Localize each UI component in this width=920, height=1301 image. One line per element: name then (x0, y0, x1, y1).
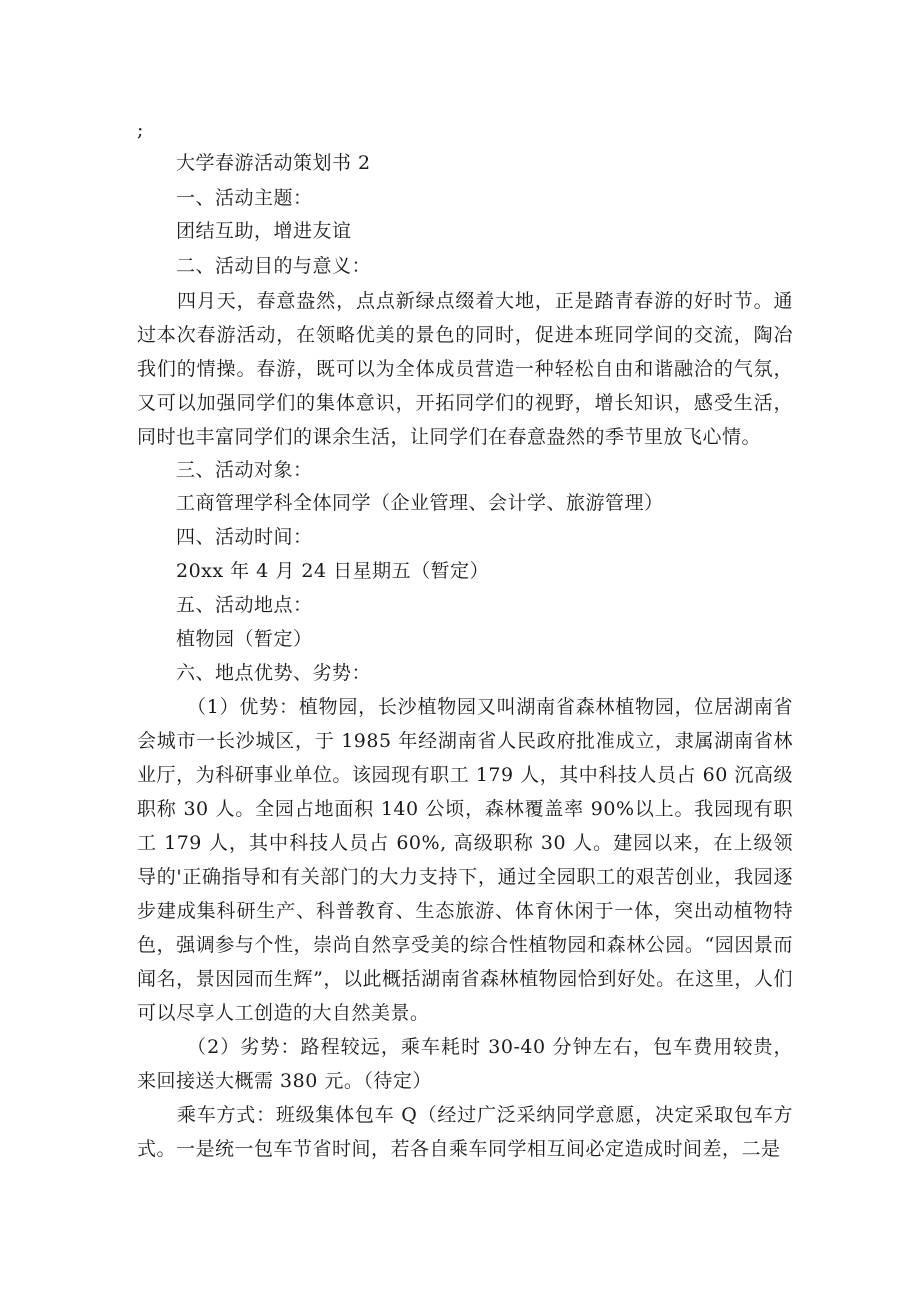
document-title: 大学春游活动策划书 2 (176, 152, 371, 174)
section-2-body: 四月天，春意盎然，点点新绿点缀着大地，正是踏青春游的好时节。通过本次春游活动，在领略优美的景色的同时，促进本班同学间的交流，陶冶我们的情操。春游，既可以为全体成员营造一种轻松自由和谐融洽的气氛，又可以加强同学们的集体意识，开拓同学们的视野，增长知识，感受生活，同时也丰富同学们的课余生活，让同学们在春意盎然的季节里放飞心情。 (137, 290, 793, 448)
section-3-body: 工商管理学科全体同学（企业管理、会计学、旅游管理） (176, 492, 664, 514)
section-6-heading: 六、地点优势、劣势： (176, 662, 372, 684)
section-4-heading: 四、活动时间： (176, 526, 313, 548)
section-2-heading: 二、活动目的与意义： (176, 255, 372, 277)
section-3-heading: 三、活动对象： (176, 459, 313, 481)
section-4-body: 20xx 年 4 月 24 日星期五（暂定） (176, 560, 490, 582)
section-1-heading: 一、活动主题： (176, 187, 313, 209)
section-5-body: 植物园（暂定） (176, 628, 313, 650)
advantage-paragraph: （1）优势：植物园，长沙植物园又叫湖南省森林植物园，位居湖南省会城市一长沙城区，于 1985 年经湖南省人民政府批准成立，隶属湖南省林业厅，为科研事业单位。该园现有职工 179 人，其中科技人员占 60 沉高级职称 30 人。全园占地面积 140 公顷，森林覆盖率 90%以上。我园现有职工 179 人，其中科技人员占 60%, 高级职称 30 人。建园以来，在上级领导的'正确指导和有关部门的大力支持下，通过全园职工的艰苦创业，我园逐步建成集科研生产、科普教育、生态旅游、体育休闲于一体，突出动植物特色，强调参与个性，崇尚自然享受美的综合性植物园和森林公园。“园因景而闻名，景因园而生辉”，以此概括湖南省森林植物园恰到好处。在这里，人们可以尽享人工创造的大自然美景。 (137, 696, 793, 1024)
leading-mark: ; (137, 119, 144, 141)
section-5-heading: 五、活动地点： (176, 594, 313, 616)
transport-paragraph: 乘车方式：班级集体包车 Q（经过广泛采纳同学意愿，决定采取包车方式。一是统一包车节省时间，若各自乘车同学相互间必定造成时间差，二是 (137, 1104, 793, 1160)
section-1-body: 团结互助，增进友谊 (176, 220, 352, 242)
disadvantage-paragraph: （2）劣势：路程较远，乘车耗时 30-40 分钟左右，包车费用较贵，来回接送大概需 380 元。（待定） (137, 1036, 793, 1092)
